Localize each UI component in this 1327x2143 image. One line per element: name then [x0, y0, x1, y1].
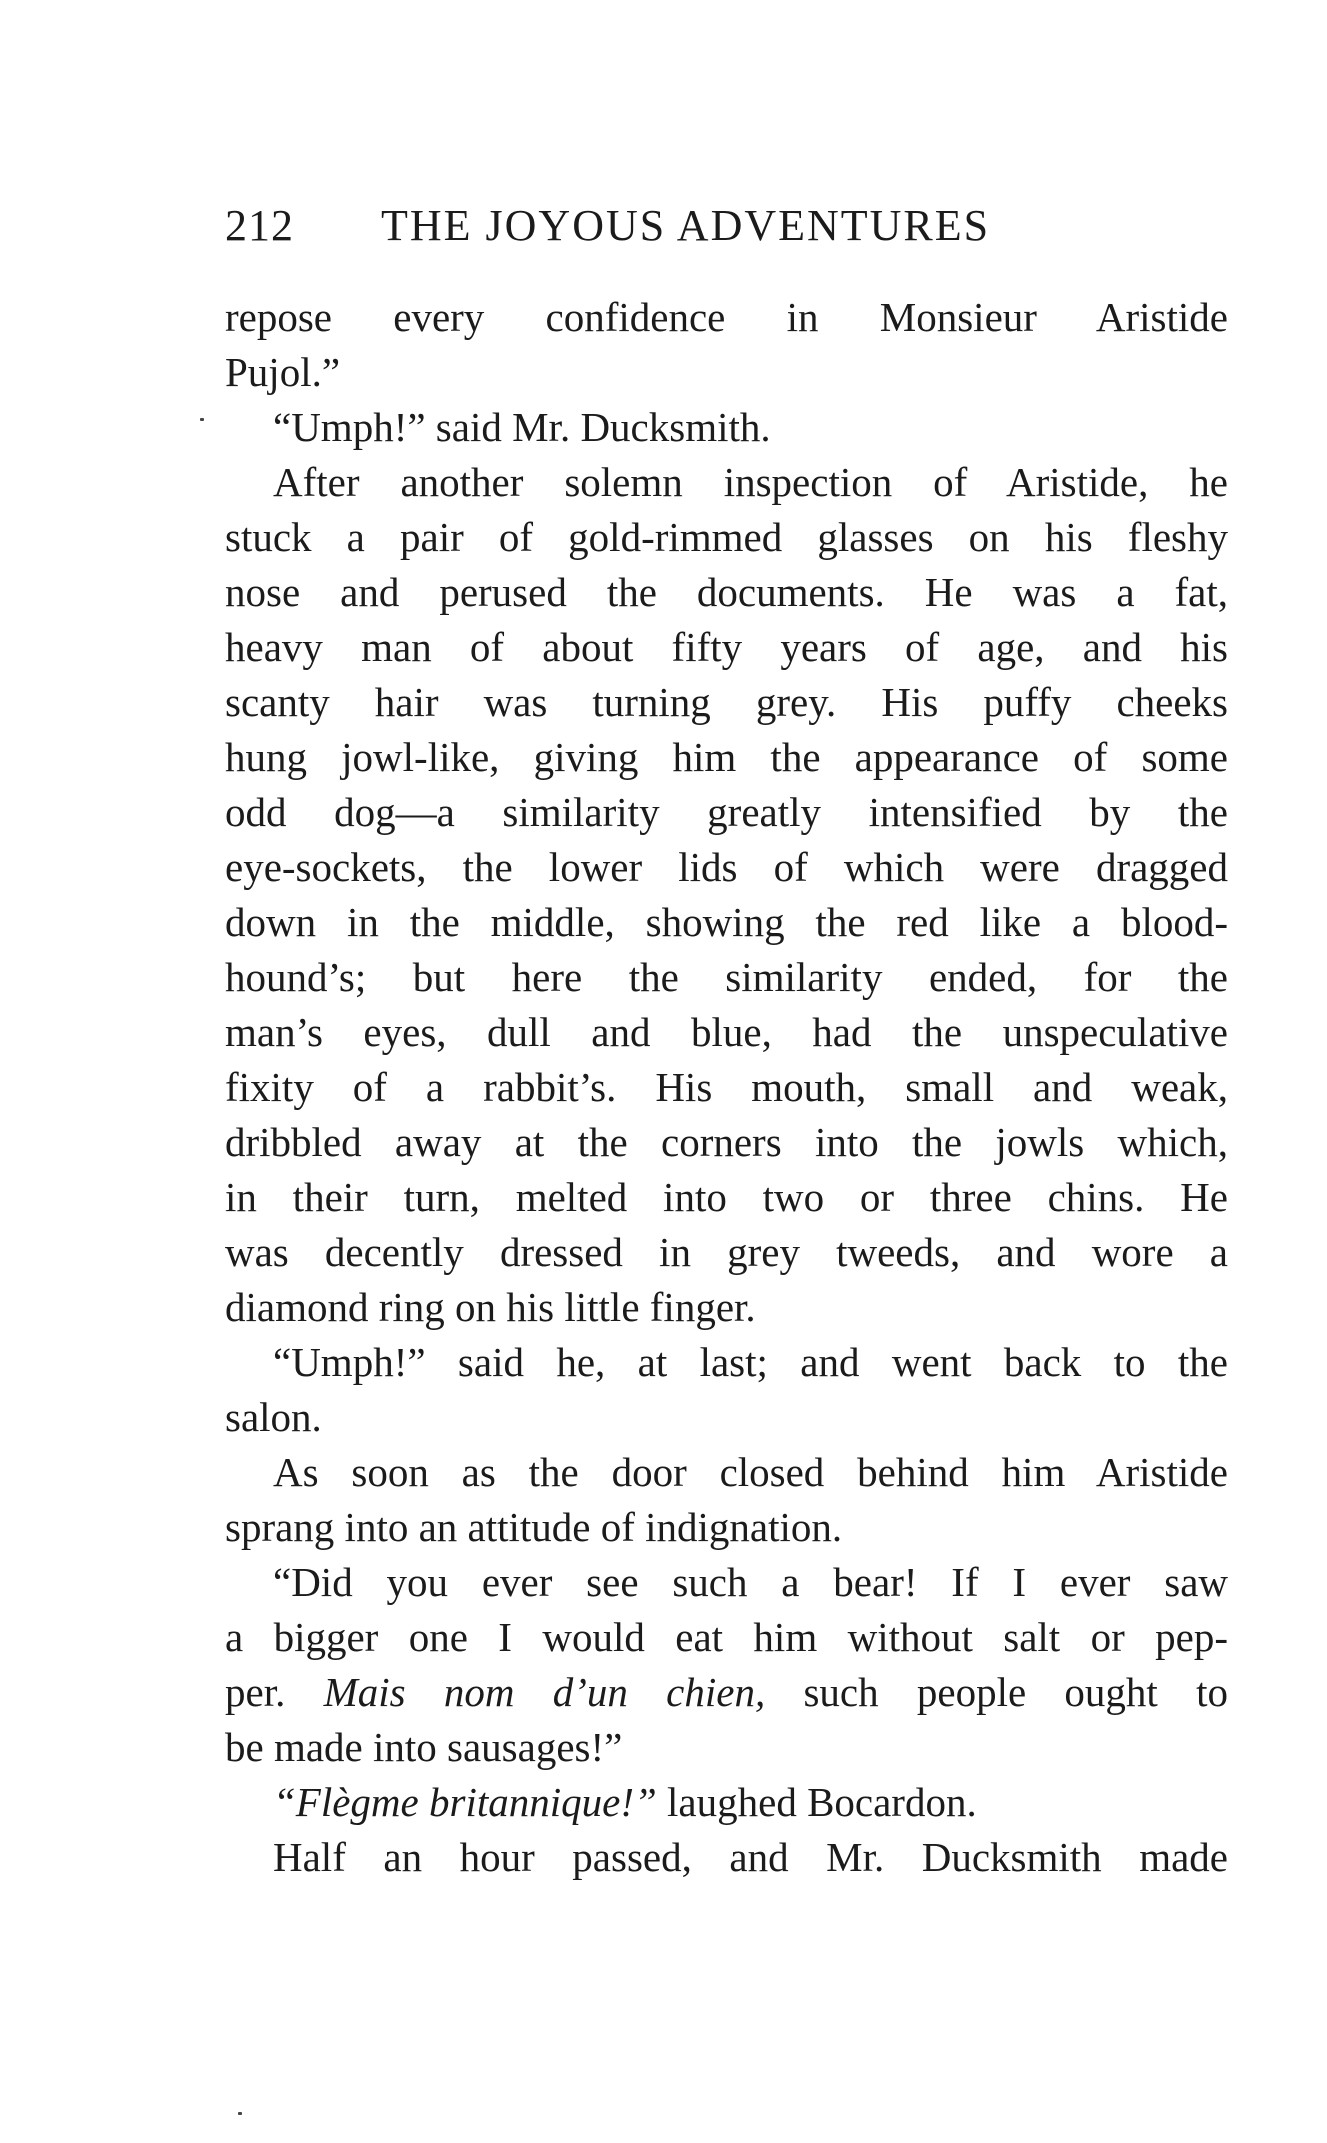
- text-segment: per.: [225, 1669, 286, 1715]
- text-line: stuck a pair of gold-rimmed glasses on his fleshy: [225, 514, 1228, 560]
- text-line: in their turn, melted into two or three chins. He: [225, 1174, 1228, 1220]
- text-line: down in the middle, showing the red like a blood-: [225, 899, 1228, 945]
- text-line: man’s eyes, dull and blue, had the unspeculative: [225, 1009, 1228, 1055]
- running-head: [225, 200, 1105, 256]
- text-segment: such people ought to: [803, 1669, 1228, 1715]
- print-speck: [200, 418, 204, 421]
- text-line: diamond ring on his little finger.: [225, 1284, 756, 1330]
- text-line: was decently dressed in grey tweeds, and wore a: [225, 1229, 1228, 1275]
- text-line: “Did you ever see such a bear! If I ever saw: [273, 1559, 1228, 1605]
- text-line: [225, 1775, 1228, 1830]
- text-line: eye-sockets, the lower lids of which were dragged: [225, 844, 1228, 890]
- print-speck: [238, 2112, 242, 2115]
- text-line: odd dog—a similarity greatly intensified by the: [225, 789, 1228, 835]
- text-line: hound’s; but here the similarity ended, for the: [225, 954, 1228, 1000]
- page-number: 212: [225, 201, 294, 250]
- text-line: nose and perused the documents. He was a fat,: [225, 569, 1228, 615]
- text-line: “Umph!” said Mr. Ducksmith.: [273, 404, 771, 450]
- text-line: Pujol.”: [225, 349, 341, 395]
- running-title: THE JOYOUS ADVENTURES: [381, 201, 991, 250]
- text-line: Half an hour passed, and Mr. Ducksmith made: [273, 1834, 1228, 1880]
- text-line: As soon as the door closed behind him Aristide: [273, 1449, 1228, 1495]
- italic-phrase: “Flègme britannique!”: [273, 1779, 657, 1825]
- text-line: heavy man of about fifty years of age, and his: [225, 624, 1228, 670]
- text-segment: laughed Bocardon.: [667, 1779, 977, 1825]
- text-line: be made into sausages!”: [225, 1724, 623, 1770]
- text-line: After another solemn inspection of Aristide, he: [273, 459, 1228, 505]
- text-line: fixity of a rabbit’s. His mouth, small and weak,: [225, 1064, 1228, 1110]
- text-line: repose every confidence in Monsieur Aristide: [225, 294, 1228, 340]
- text-line: “Umph!” said he, at last; and went back to the: [273, 1339, 1228, 1385]
- text-line: salon.: [225, 1394, 322, 1440]
- body-text: [225, 290, 1228, 1885]
- text-line: a bigger one I would eat him without salt or pep-: [225, 1614, 1228, 1660]
- text-line: dribbled away at the corners into the jowls which,: [225, 1119, 1228, 1165]
- text-line: scanty hair was turning grey. His puffy cheeks: [225, 679, 1228, 725]
- text-line: hung jowl-like, giving him the appearance of some: [225, 734, 1228, 780]
- italic-phrase: Mais nom d’un chien,: [323, 1669, 766, 1715]
- text-line: sprang into an attitude of indignation.: [225, 1504, 843, 1550]
- text-line: [225, 1665, 1228, 1720]
